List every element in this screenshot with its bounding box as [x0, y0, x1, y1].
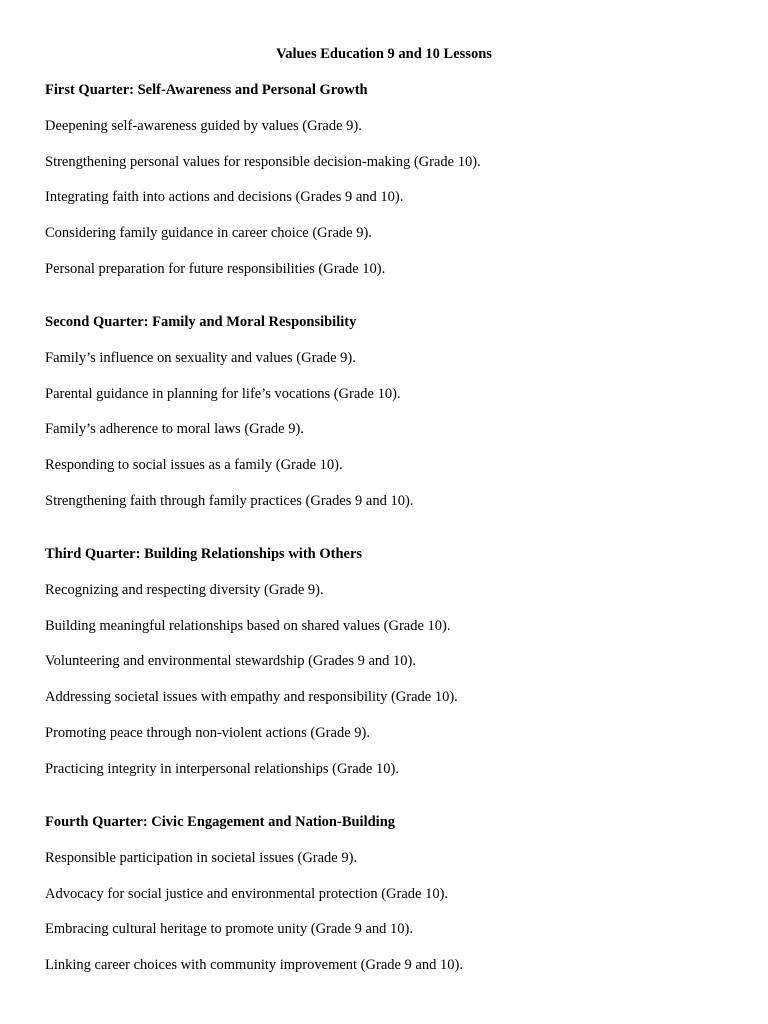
section-heading: Third Quarter: Building Relationships with Others — [45, 546, 363, 562]
lesson-item: Family’s adherence to moral laws (Grade 9). — [45, 421, 304, 438]
lesson-item: Responding to social issues as a family (Grade 10). — [45, 457, 343, 474]
lesson-item: Recognizing and respecting diversity (Grade 9). — [45, 581, 324, 598]
lesson-item: Strengthening faith through family practices (Grades 9 and 10). — [45, 492, 414, 509]
lesson-item: Strengthening personal values for responsible decision-making (Grade 10). — [45, 153, 481, 170]
section-second-quarter — [45, 314, 725, 510]
section-heading: Fourth Quarter: Civic Engagement and Nation-Building — [45, 814, 396, 830]
lesson-item: Responsible participation in societal issues (Grade 9). — [45, 849, 358, 866]
document-title: Values Education 9 and 10 Lessons — [276, 46, 492, 62]
lesson-item: Addressing societal issues with empathy and responsibility (Grade 10). — [45, 689, 458, 706]
lesson-item: Building meaningful relationships based on shared values (Grade 10). — [45, 617, 451, 634]
lesson-item: Embracing cultural heritage to promote unity (Grade 9 and 10). — [45, 921, 414, 938]
section-fourth-quarter — [45, 814, 725, 974]
lesson-item: Family’s influence on sexuality and values (Grade 9). — [45, 349, 356, 366]
lesson-item: Deepening self-awareness guided by values (Grade 9). — [45, 117, 362, 134]
section-heading: First Quarter: Self-Awareness and Personal Growth — [45, 82, 368, 98]
section-heading: Second Quarter: Family and Moral Responsibility — [45, 314, 357, 330]
lesson-item: Promoting peace through non-violent actions (Grade 9). — [45, 724, 370, 741]
lesson-item: Advocacy for social justice and environmental protection (Grade 10). — [45, 885, 449, 902]
lesson-item: Considering family guidance in career choice (Grade 9). — [45, 225, 372, 242]
lesson-item: Volunteering and environmental stewardship (Grades 9 and 10). — [45, 653, 416, 670]
section-first-quarter — [45, 82, 725, 278]
section-third-quarter — [45, 546, 725, 778]
lesson-item: Parental guidance in planning for life’s vocations (Grade 10). — [45, 385, 401, 402]
lesson-item: Integrating faith into actions and decisions (Grades 9 and 10). — [45, 189, 404, 206]
lesson-item: Practicing integrity in interpersonal relationships (Grade 10). — [45, 760, 399, 777]
lesson-item: Linking career choices with community improvement (Grade 9 and 10). — [45, 957, 463, 974]
lesson-item: Personal preparation for future responsibilities (Grade 10). — [45, 260, 386, 277]
